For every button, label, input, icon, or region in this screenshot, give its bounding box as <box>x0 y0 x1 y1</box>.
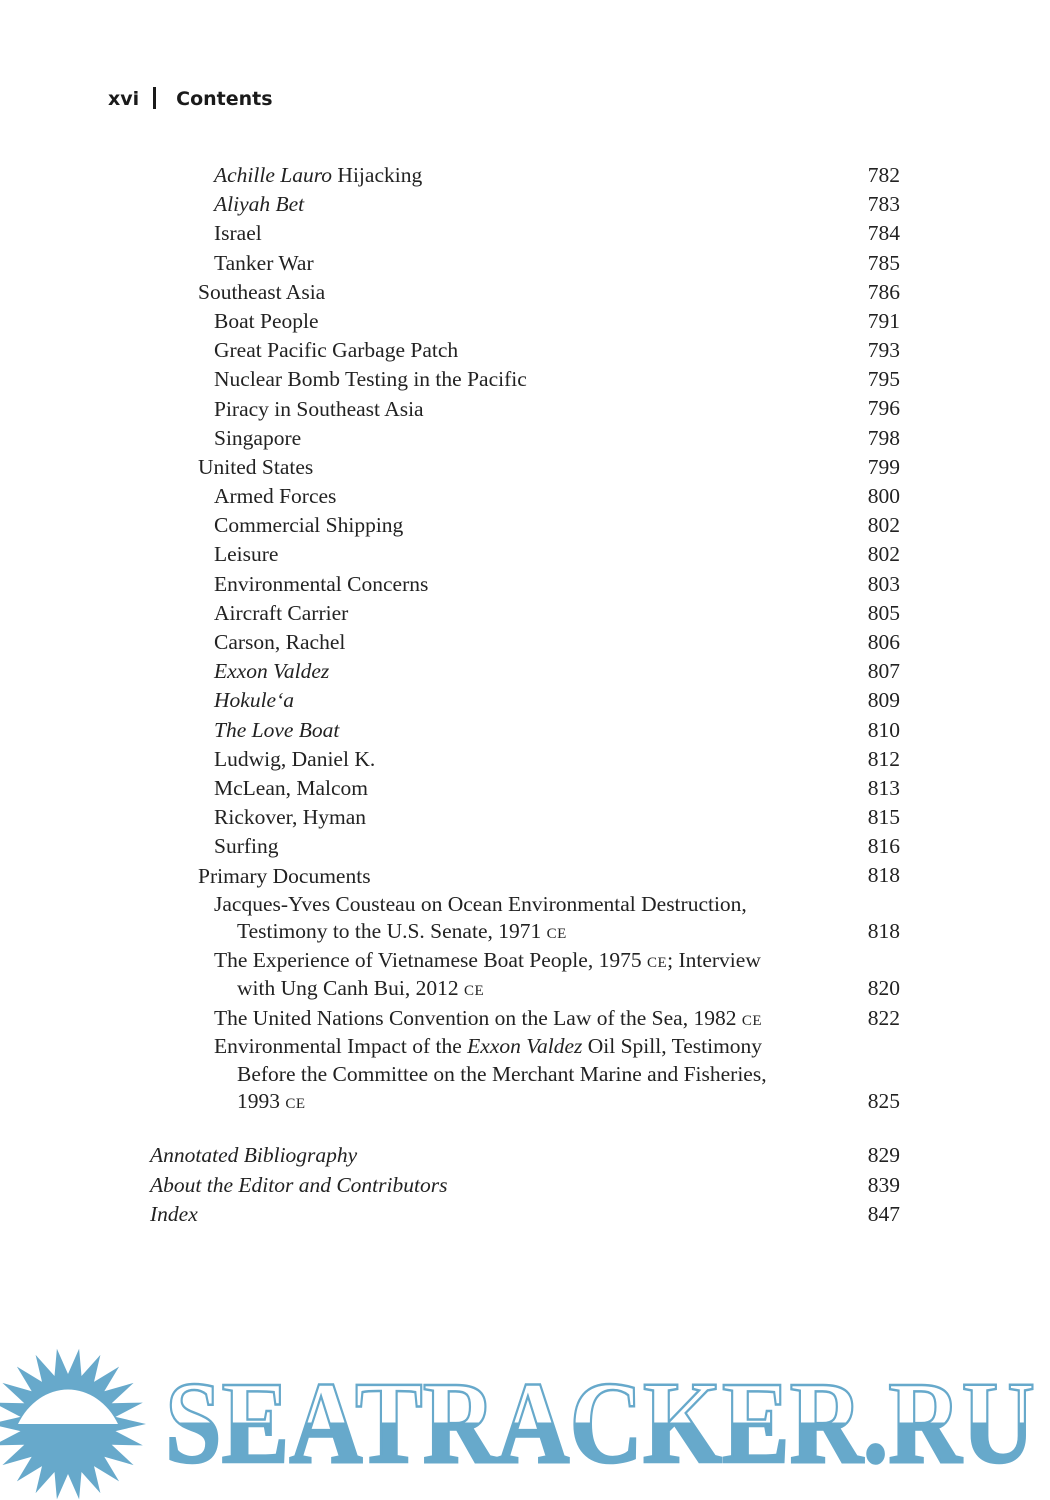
toc-entry-text: with Ung Canh Bui, 2012 <box>237 975 464 1000</box>
toc-entry[interactable] <box>0 1004 1050 1033</box>
toc-entry-text: Testimony to the U.S. Senate, 1971 <box>237 919 547 944</box>
toc-entry-text: About the Editor and Contributors <box>150 1172 448 1197</box>
toc-entry[interactable] <box>0 161 1050 190</box>
era-label: CE <box>741 1013 763 1030</box>
toc-entry-line <box>0 1033 1050 1061</box>
toc-entry[interactable] <box>0 336 1050 365</box>
toc-entry[interactable] <box>0 599 1050 628</box>
toc-page-number: 847 <box>867 1201 900 1226</box>
toc-page-number: 818 <box>867 919 900 944</box>
toc-entry-text: Israel <box>214 221 262 246</box>
toc-entry-line <box>0 891 1050 919</box>
toc-entry[interactable] <box>0 511 1050 540</box>
toc-entry-line <box>0 1061 1050 1089</box>
toc-page-number: 786 <box>867 279 900 304</box>
toc-entry[interactable] <box>0 482 1050 511</box>
toc-page-number: 839 <box>867 1172 900 1197</box>
toc-entry[interactable] <box>0 219 1050 248</box>
toc-entry[interactable] <box>0 190 1050 219</box>
toc-entry-text: Nuclear Bomb Testing in the Pacific <box>214 367 527 392</box>
toc-entry-text: Achille Lauro <box>214 163 333 187</box>
toc-page-number: 802 <box>867 513 900 538</box>
toc-entry-text: The United Nations Convention on the Law of the Sea, 1982 <box>214 1006 742 1031</box>
toc-entry[interactable] <box>0 249 1050 278</box>
toc-entry[interactable] <box>0 947 1050 1004</box>
toc-entry[interactable] <box>0 1171 1050 1200</box>
toc-entry-line <box>0 947 1050 975</box>
toc-page-number: 798 <box>867 425 900 450</box>
toc-entry[interactable] <box>0 307 1050 336</box>
toc-entry-text: Leisure <box>214 542 279 567</box>
toc-entry[interactable] <box>0 716 1050 745</box>
toc-entry[interactable] <box>0 803 1050 832</box>
toc-page-number: 796 <box>867 396 900 421</box>
toc-page-number: 784 <box>867 221 900 246</box>
toc-entry[interactable] <box>0 774 1050 803</box>
toc-entry-text: Boat People <box>214 308 319 333</box>
toc-page-number: 782 <box>867 162 900 187</box>
era-label: CE <box>546 926 567 943</box>
toc-page-number: 799 <box>867 454 900 479</box>
toc-entry[interactable] <box>0 365 1050 394</box>
toc-entry[interactable] <box>0 278 1050 307</box>
toc-entry[interactable] <box>0 1141 1050 1170</box>
toc-page-number: 815 <box>867 805 900 830</box>
page-title: Contents <box>176 88 273 110</box>
toc-entry-text: Environmental Impact of the <box>214 1034 468 1059</box>
toc-entry[interactable] <box>0 424 1050 453</box>
toc-entry-text: Surfing <box>214 834 279 859</box>
toc-entry-text: Hijacking <box>332 163 423 187</box>
toc-entry-text: Great Pacific Garbage Patch <box>214 338 459 363</box>
toc-entry[interactable] <box>0 832 1050 861</box>
toc-page-number: 783 <box>867 192 900 217</box>
era-label: CE <box>285 1096 306 1113</box>
section-gap <box>0 1117 1050 1141</box>
toc-entry-text: Armed Forces <box>214 484 337 509</box>
toc-page-number: 802 <box>867 542 900 567</box>
toc-entry[interactable] <box>0 628 1050 657</box>
table-of-contents <box>0 161 1050 1229</box>
toc-page-number: 829 <box>867 1143 900 1168</box>
toc-page-number: 818 <box>867 863 900 888</box>
toc-page-number: 803 <box>867 571 900 596</box>
toc-entry-text: Oil Spill, Testimony <box>582 1034 763 1059</box>
toc-entry[interactable] <box>0 862 1050 891</box>
toc-entry-text: Index <box>150 1201 198 1226</box>
toc-page-number: 793 <box>867 338 900 363</box>
toc-entry-text: Exxon Valdez <box>467 1034 583 1059</box>
toc-entry-text: Rickover, Hyman <box>214 805 366 830</box>
toc-entry-text: Aliyah Bet <box>214 192 305 217</box>
page-number: xvi <box>108 88 140 110</box>
toc-entry-text: Before the Committee on the Merchant Marine and Fisheries, <box>237 1061 767 1086</box>
toc-entry-text: Hokule‘a <box>214 688 294 713</box>
toc-entry[interactable] <box>0 745 1050 774</box>
toc-entry-text: United States <box>198 454 314 479</box>
toc-page-number: 791 <box>867 308 900 333</box>
toc-entry-text: McLean, Malcom <box>214 775 369 800</box>
toc-page-number: 813 <box>867 775 900 800</box>
toc-entry[interactable] <box>0 657 1050 686</box>
era-label: CE <box>646 955 668 972</box>
toc-entry-text: Primary Documents <box>198 863 371 888</box>
toc-entry-text: Southeast Asia <box>198 279 326 304</box>
toc-page-number: 785 <box>867 250 900 275</box>
toc-entry-text: Tanker War <box>214 250 314 275</box>
toc-entry-text: ; Interview <box>667 948 761 973</box>
toc-entry-text: Aircraft Carrier <box>214 600 349 625</box>
seatracker-watermark-logo <box>0 1345 1050 1500</box>
toc-page-number: 809 <box>867 688 900 713</box>
toc-entry-text: The Experience of Vietnamese Boat People, 1975 <box>214 948 647 973</box>
toc-page-number: 812 <box>867 746 900 771</box>
toc-entry-text: Ludwig, Daniel K. <box>214 746 376 771</box>
toc-entry[interactable] <box>0 686 1050 715</box>
sun-icon <box>0 1349 146 1499</box>
toc-entry-text: Annotated Bibliography <box>150 1143 358 1168</box>
toc-entry-text: The Love Boat <box>214 717 340 742</box>
toc-entry[interactable] <box>0 453 1050 482</box>
toc-entry-text: 1993 <box>237 1089 286 1114</box>
watermark-text: SEATRACKER.RU <box>165 1357 1035 1488</box>
toc-page-number: 816 <box>867 834 900 859</box>
toc-entry-text: Carson, Rachel <box>214 630 346 654</box>
toc-entry[interactable] <box>0 891 1050 948</box>
toc-entry-text: Environmental Concerns <box>214 571 429 596</box>
running-header <box>108 87 273 110</box>
toc-page-number: 800 <box>867 484 900 509</box>
toc-entry[interactable] <box>0 1033 1050 1117</box>
toc-page-number: 822 <box>867 1006 900 1031</box>
toc-page-number: 810 <box>867 717 900 742</box>
header-divider <box>153 87 156 109</box>
toc-entry-text: Jacques-Yves Cousteau on Ocean Environmental Destruction, <box>214 891 747 916</box>
toc-page-number: 807 <box>867 659 900 684</box>
toc-page-number: 806 <box>867 629 900 654</box>
era-label: CE <box>463 982 485 999</box>
toc-entry-text: Singapore <box>214 425 302 450</box>
toc-page-number: 825 <box>867 1089 900 1114</box>
toc-entry[interactable] <box>0 570 1050 599</box>
toc-page-number: 805 <box>867 600 900 625</box>
toc-entry[interactable] <box>0 395 1050 424</box>
toc-entry-text: Exxon Valdez <box>214 659 330 684</box>
toc-entry-text: Commercial Shipping <box>214 513 404 538</box>
toc-entry[interactable] <box>0 540 1050 569</box>
toc-page-number: 795 <box>867 367 900 392</box>
toc-page-number: 820 <box>867 975 900 1000</box>
toc-entry[interactable] <box>0 1200 1050 1229</box>
toc-entry-text: Piracy in Southeast Asia <box>214 396 424 421</box>
